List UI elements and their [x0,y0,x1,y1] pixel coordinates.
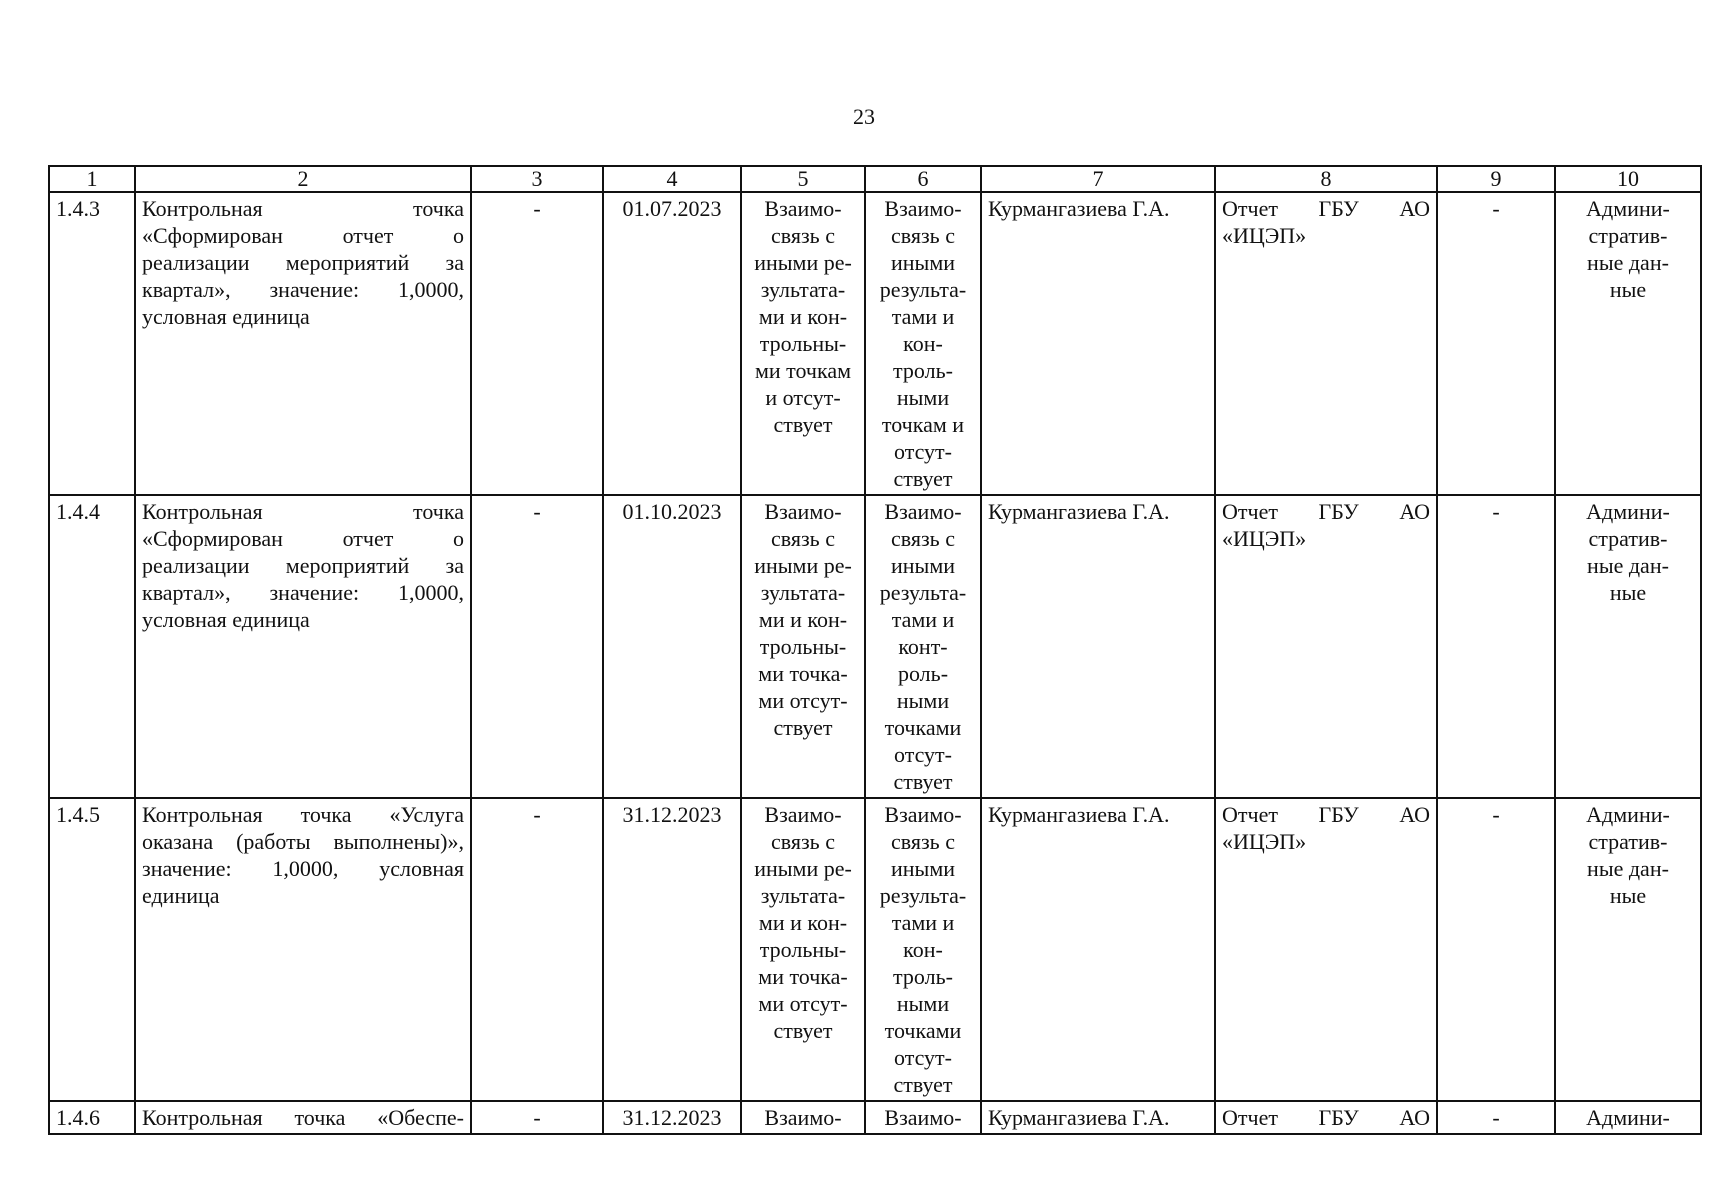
column-header: 5 [741,166,865,192]
checkpoint-date: 01.10.2023 [603,495,741,798]
row-number: 1.4.5 [49,798,135,1101]
report-document [1215,495,1437,798]
checkpoint-name: Контрольная точка «Сформирован отчет о реализации мероприятий за квартал», значение: 1,0000, условная единица [135,192,471,495]
column-header: 7 [981,166,1215,192]
checkpoint-date: 31.12.2023 [603,798,741,1101]
report-line-2: «ИЦЭП» [1222,223,1307,248]
relationship-results: Взаимо- связь с иными ре- зультата- ми и кон- трольны- ми точкам и отсут- ствует [741,192,865,495]
column-9-value: - [1437,1101,1555,1134]
report-line-1: Отчет ГБУ АО [1222,196,1430,221]
relationship-checkpoints: Взаимо- [865,1101,981,1134]
relationship-results: Взаимо- [741,1101,865,1134]
column-header: 4 [603,166,741,192]
checkpoint-name: Контрольная точка «Сформирован отчет о реализации мероприятий за квартал», значение: 1,0000, условная единица [135,495,471,798]
data-source-type: Админи- [1555,1101,1701,1134]
column-3-value: - [471,495,603,798]
document-table [48,165,1702,1135]
relationship-results: Взаимо- связь с иными ре- зультата- ми и кон- трольны- ми точка- ми отсут- ствует [741,495,865,798]
row-number: 1.4.3 [49,192,135,495]
table-row [49,1101,1701,1134]
relationship-checkpoints: Взаимо- связь с иными результа- тами и кон- троль- ными точкам и отсут- ствует [865,192,981,495]
column-3-value: - [471,1101,603,1134]
report-document [1215,798,1437,1101]
column-9-value: - [1437,798,1555,1101]
responsible-person: Курмангазиева Г.А. [981,798,1215,1101]
relationship-checkpoints: Взаимо- связь с иными результа- тами и кон- троль- ными точками отсут- ствует [865,798,981,1101]
column-3-value: - [471,192,603,495]
report-document [1215,1101,1437,1134]
column-9-value: - [1437,495,1555,798]
column-header: 9 [1437,166,1555,192]
checkpoint-date: 01.07.2023 [603,192,741,495]
row-number: 1.4.6 [49,1101,135,1134]
checkpoint-name: Контрольная точка «Обеспе- [135,1101,471,1134]
data-source-type: Админи- стратив- ные дан- ные [1555,798,1701,1101]
column-header: 3 [471,166,603,192]
column-header: 8 [1215,166,1437,192]
table-row [49,495,1701,798]
data-source-type: Админи- стратив- ные дан- ные [1555,495,1701,798]
checkpoint-name: Контрольная точка «Услуга оказана (работы выполнены)», значение: 1,0000, условная единица [135,798,471,1101]
page-number: 23 [853,104,875,129]
column-header: 2 [135,166,471,192]
table-header-row [49,166,1701,192]
report-line-1: Отчет ГБУ АО [1222,1105,1430,1130]
column-3-value: - [471,798,603,1101]
column-header: 1 [49,166,135,192]
responsible-person: Курмангазиева Г.А. [981,192,1215,495]
report-line-1: Отчет ГБУ АО [1222,802,1430,827]
table-row [49,192,1701,495]
responsible-person: Курмангазиева Г.А. [981,1101,1215,1134]
data-source-type: Админи- стратив- ные дан- ные [1555,192,1701,495]
relationship-results: Взаимо- связь с иными ре- зультата- ми и кон- трольны- ми точка- ми отсут- ствует [741,798,865,1101]
relationship-checkpoints: Взаимо- связь с иными результа- тами и конт- роль- ными точками отсут- ствует [865,495,981,798]
column-9-value: - [1437,192,1555,495]
report-line-2: «ИЦЭП» [1222,829,1307,854]
row-number: 1.4.4 [49,495,135,798]
report-line-2: «ИЦЭП» [1222,526,1307,551]
table-row [49,798,1701,1101]
report-line-1: Отчет ГБУ АО [1222,499,1430,524]
responsible-person: Курмангазиева Г.А. [981,495,1215,798]
report-document [1215,192,1437,495]
column-header: 6 [865,166,981,192]
checkpoint-date: 31.12.2023 [603,1101,741,1134]
column-header: 10 [1555,166,1701,192]
